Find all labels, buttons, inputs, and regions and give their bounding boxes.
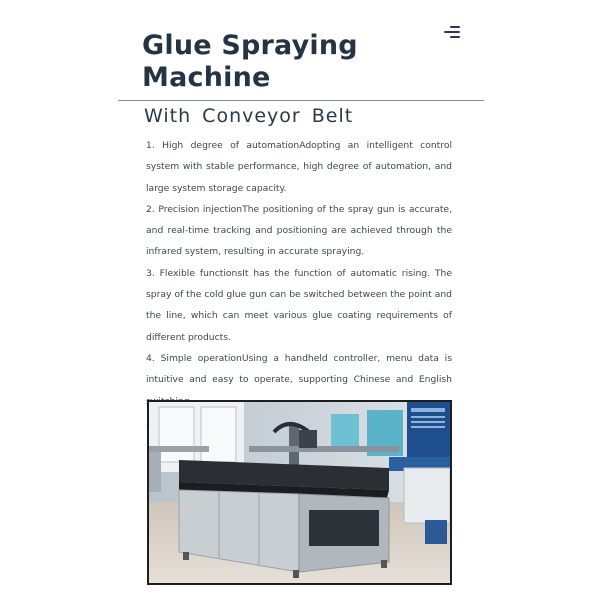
page-title-line-1: Glue Spraying <box>142 30 358 61</box>
machine-photo-illustration <box>149 402 450 583</box>
feature-item-4: 4. Simple operationUsing a handheld controller, menu data is intuitive and easy to operate, supporting Chinese and English <box>146 352 452 386</box>
feature-item-1: 1. High degree of automationAdopting an intelligent control system with stable performance, high degree of automation, and large system storage capacity. <box>146 140 452 194</box>
page-title <box>142 30 358 94</box>
feature-item-2: 2. Precision injectionThe positioning of the spray gun is accurate, and real-time tracking and positioning are achieved through the infrared system, resulting in accurate spraying. <box>146 203 452 258</box>
title-divider <box>118 100 484 101</box>
machine-photo <box>147 400 452 585</box>
hamburger-menu-icon[interactable] <box>444 26 460 38</box>
feature-list <box>146 135 452 433</box>
feature-item-3: 3. Flexible functionsIt has the function of automatic rising. The spray of the cold glue gun can be switched between the point and the line, which can meet various glue coating requirements of different products. <box>146 267 452 343</box>
page-subtitle: With Conveyor Belt <box>144 105 354 127</box>
page-title-line-2: Machine <box>142 62 271 93</box>
